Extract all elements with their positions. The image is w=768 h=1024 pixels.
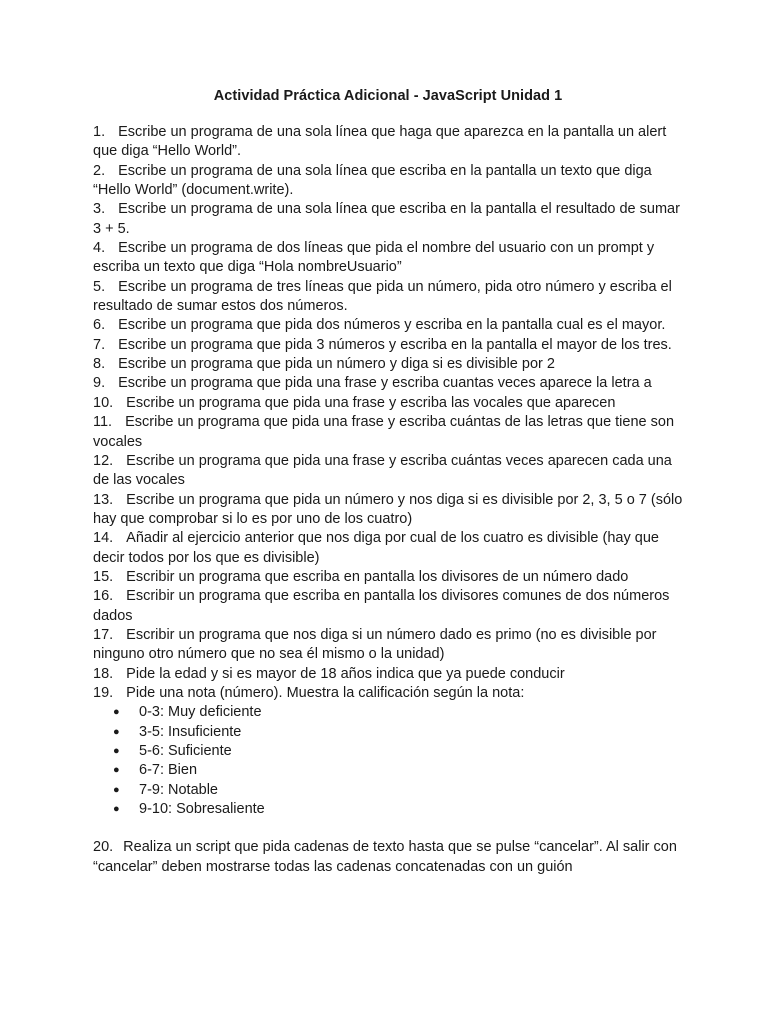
list-item bbox=[93, 278, 683, 317]
grade-item bbox=[113, 781, 683, 800]
document-title: Actividad Práctica Adicional - JavaScript Unidad 1 bbox=[213, 88, 563, 104]
item-number: 13. bbox=[93, 491, 114, 508]
item-text: Escribe un programa que pida una frase y escriba cuantas veces aparece la letra a bbox=[118, 375, 652, 392]
bullet-icon: ● bbox=[113, 764, 120, 777]
grade-item bbox=[113, 800, 683, 819]
list-item bbox=[93, 336, 683, 355]
item-text: Escribe un programa de una sola línea que escriba en la pantalla el resultado de sumar 3 + 5. bbox=[93, 201, 680, 237]
list-item bbox=[93, 123, 683, 162]
item-text: Escribe un programa que pida una frase y escriba cuántas veces aparecen cada una de las vocales bbox=[93, 452, 672, 489]
item-number: 1. bbox=[93, 124, 106, 140]
list-item bbox=[93, 665, 683, 684]
exercise-list bbox=[93, 123, 683, 877]
item-number: 5. bbox=[93, 278, 106, 295]
bullet-icon: ● bbox=[113, 803, 120, 816]
item-number: 3. bbox=[93, 201, 106, 218]
item-text: Escribir un programa que escriba en pantalla los divisores de un número dado bbox=[126, 568, 629, 585]
item-number: 8. bbox=[93, 356, 106, 373]
item-text: Escribe un programa de dos líneas que pida el nombre del usuario con un prompt y escriba un texto que diga “Hola nombreUsuario” bbox=[93, 240, 655, 276]
grade-text: 5-6: Suficiente bbox=[139, 743, 232, 759]
item-text: Escribe un programa de una sola línea que haga que aparezca en la pantalla un alert que diga “Hello World”. bbox=[93, 124, 667, 160]
item-number: 2. bbox=[93, 162, 106, 179]
grade-item bbox=[113, 742, 683, 761]
list-item bbox=[93, 587, 683, 626]
item-number: 16. bbox=[93, 588, 114, 605]
item-text: Escribir un programa que escriba en pantalla los divisores comunes de dos números dados bbox=[93, 588, 670, 624]
item-number: 7. bbox=[93, 336, 106, 353]
grade-item bbox=[113, 761, 683, 780]
item-number: 10. bbox=[93, 394, 114, 411]
item-number: 12. bbox=[93, 452, 114, 469]
bullet-icon: ● bbox=[113, 783, 120, 796]
item-text: Escribe un programa de tres líneas que pida un número, pida otro número y escriba el resultado de sumar estos dos números. bbox=[93, 278, 672, 315]
list-item bbox=[93, 239, 683, 278]
list-item bbox=[93, 529, 683, 568]
paragraph-spacer bbox=[93, 819, 683, 838]
grade-item bbox=[113, 703, 683, 722]
item-number: 17. bbox=[93, 626, 114, 643]
item-text: Escribe un programa que pida dos números y escriba en la pantalla cual es el mayor. bbox=[118, 317, 666, 334]
item-text: Escribe un programa que pida una frase y escriba las vocales que aparecen bbox=[126, 394, 616, 411]
item-text: Escribe un programa que pida una frase y escriba cuántas de las letras que tiene son vocales bbox=[93, 414, 675, 450]
list-item bbox=[93, 838, 683, 877]
item-number: 20. bbox=[93, 839, 114, 856]
list-item bbox=[93, 684, 683, 703]
grade-text: 7-9: Notable bbox=[139, 781, 218, 798]
document-page bbox=[93, 86, 683, 877]
item-text: Añadir al ejercicio anterior que nos diga por cual de los cuatro es divisible (hay que decir todos por los que es divisible) bbox=[93, 530, 659, 566]
grade-text: 9-10: Sobresaliente bbox=[139, 801, 265, 818]
item-text: Escribe un programa que pida un número y diga si es divisible por 2 bbox=[118, 356, 555, 373]
item-number: 18. bbox=[93, 665, 114, 682]
grade-text: 6-7: Bien bbox=[139, 762, 198, 779]
item-text: Pide una nota (número). Muestra la calificación según la nota: bbox=[126, 684, 525, 701]
item-number: 9. bbox=[93, 375, 106, 392]
list-item bbox=[93, 491, 683, 530]
item-number: 15. bbox=[93, 568, 114, 585]
list-item bbox=[93, 568, 683, 587]
list-item bbox=[93, 316, 683, 335]
list-item bbox=[93, 200, 683, 239]
list-item bbox=[93, 355, 683, 374]
list-item bbox=[93, 162, 683, 201]
item-number: 6. bbox=[93, 317, 106, 334]
item-text: Escribe un programa de una sola línea que escriba en la pantalla un texto que diga “Hello World” (document.write). bbox=[93, 162, 652, 199]
list-item bbox=[93, 626, 683, 665]
list-item bbox=[93, 413, 683, 452]
list-item bbox=[93, 452, 683, 491]
item-text: Escribe un programa que pida 3 números y escriba en la pantalla el mayor de los tres. bbox=[118, 336, 672, 353]
bullet-icon: ● bbox=[113, 706, 120, 719]
item-number: 11. bbox=[93, 414, 113, 431]
grade-text: 0-3: Muy deficiente bbox=[139, 704, 262, 721]
item-text: Escribir un programa que nos diga si un número dado es primo (no es divisible por ninguno otro número que no sea él mismo o la unidad) bbox=[93, 626, 657, 663]
item-text: Pide la edad y si es mayor de 18 años indica que ya puede conducir bbox=[126, 665, 565, 682]
bullet-icon: ● bbox=[113, 725, 120, 738]
grade-item bbox=[113, 723, 683, 742]
item-text: Escribe un programa que pida un número y nos diga si es divisible por 2, 3, 5 o 7 (sólo hay que comprobar si lo es por uno de los cuatro) bbox=[93, 491, 683, 527]
grade-list bbox=[93, 703, 683, 819]
grade-text: 3-5: Insuficiente bbox=[139, 723, 242, 740]
bullet-icon: ● bbox=[113, 745, 120, 757]
item-number: 19. bbox=[93, 684, 114, 701]
list-item bbox=[93, 374, 683, 393]
item-text: Realiza un script que pida cadenas de texto hasta que se pulse “cancelar”. Al salir con “cancelar” deben mostrarse todas las cadenas concatenadas con un guión bbox=[93, 839, 677, 875]
item-number: 4. bbox=[93, 240, 106, 257]
item-number: 14. bbox=[93, 530, 114, 547]
list-item bbox=[93, 394, 683, 413]
